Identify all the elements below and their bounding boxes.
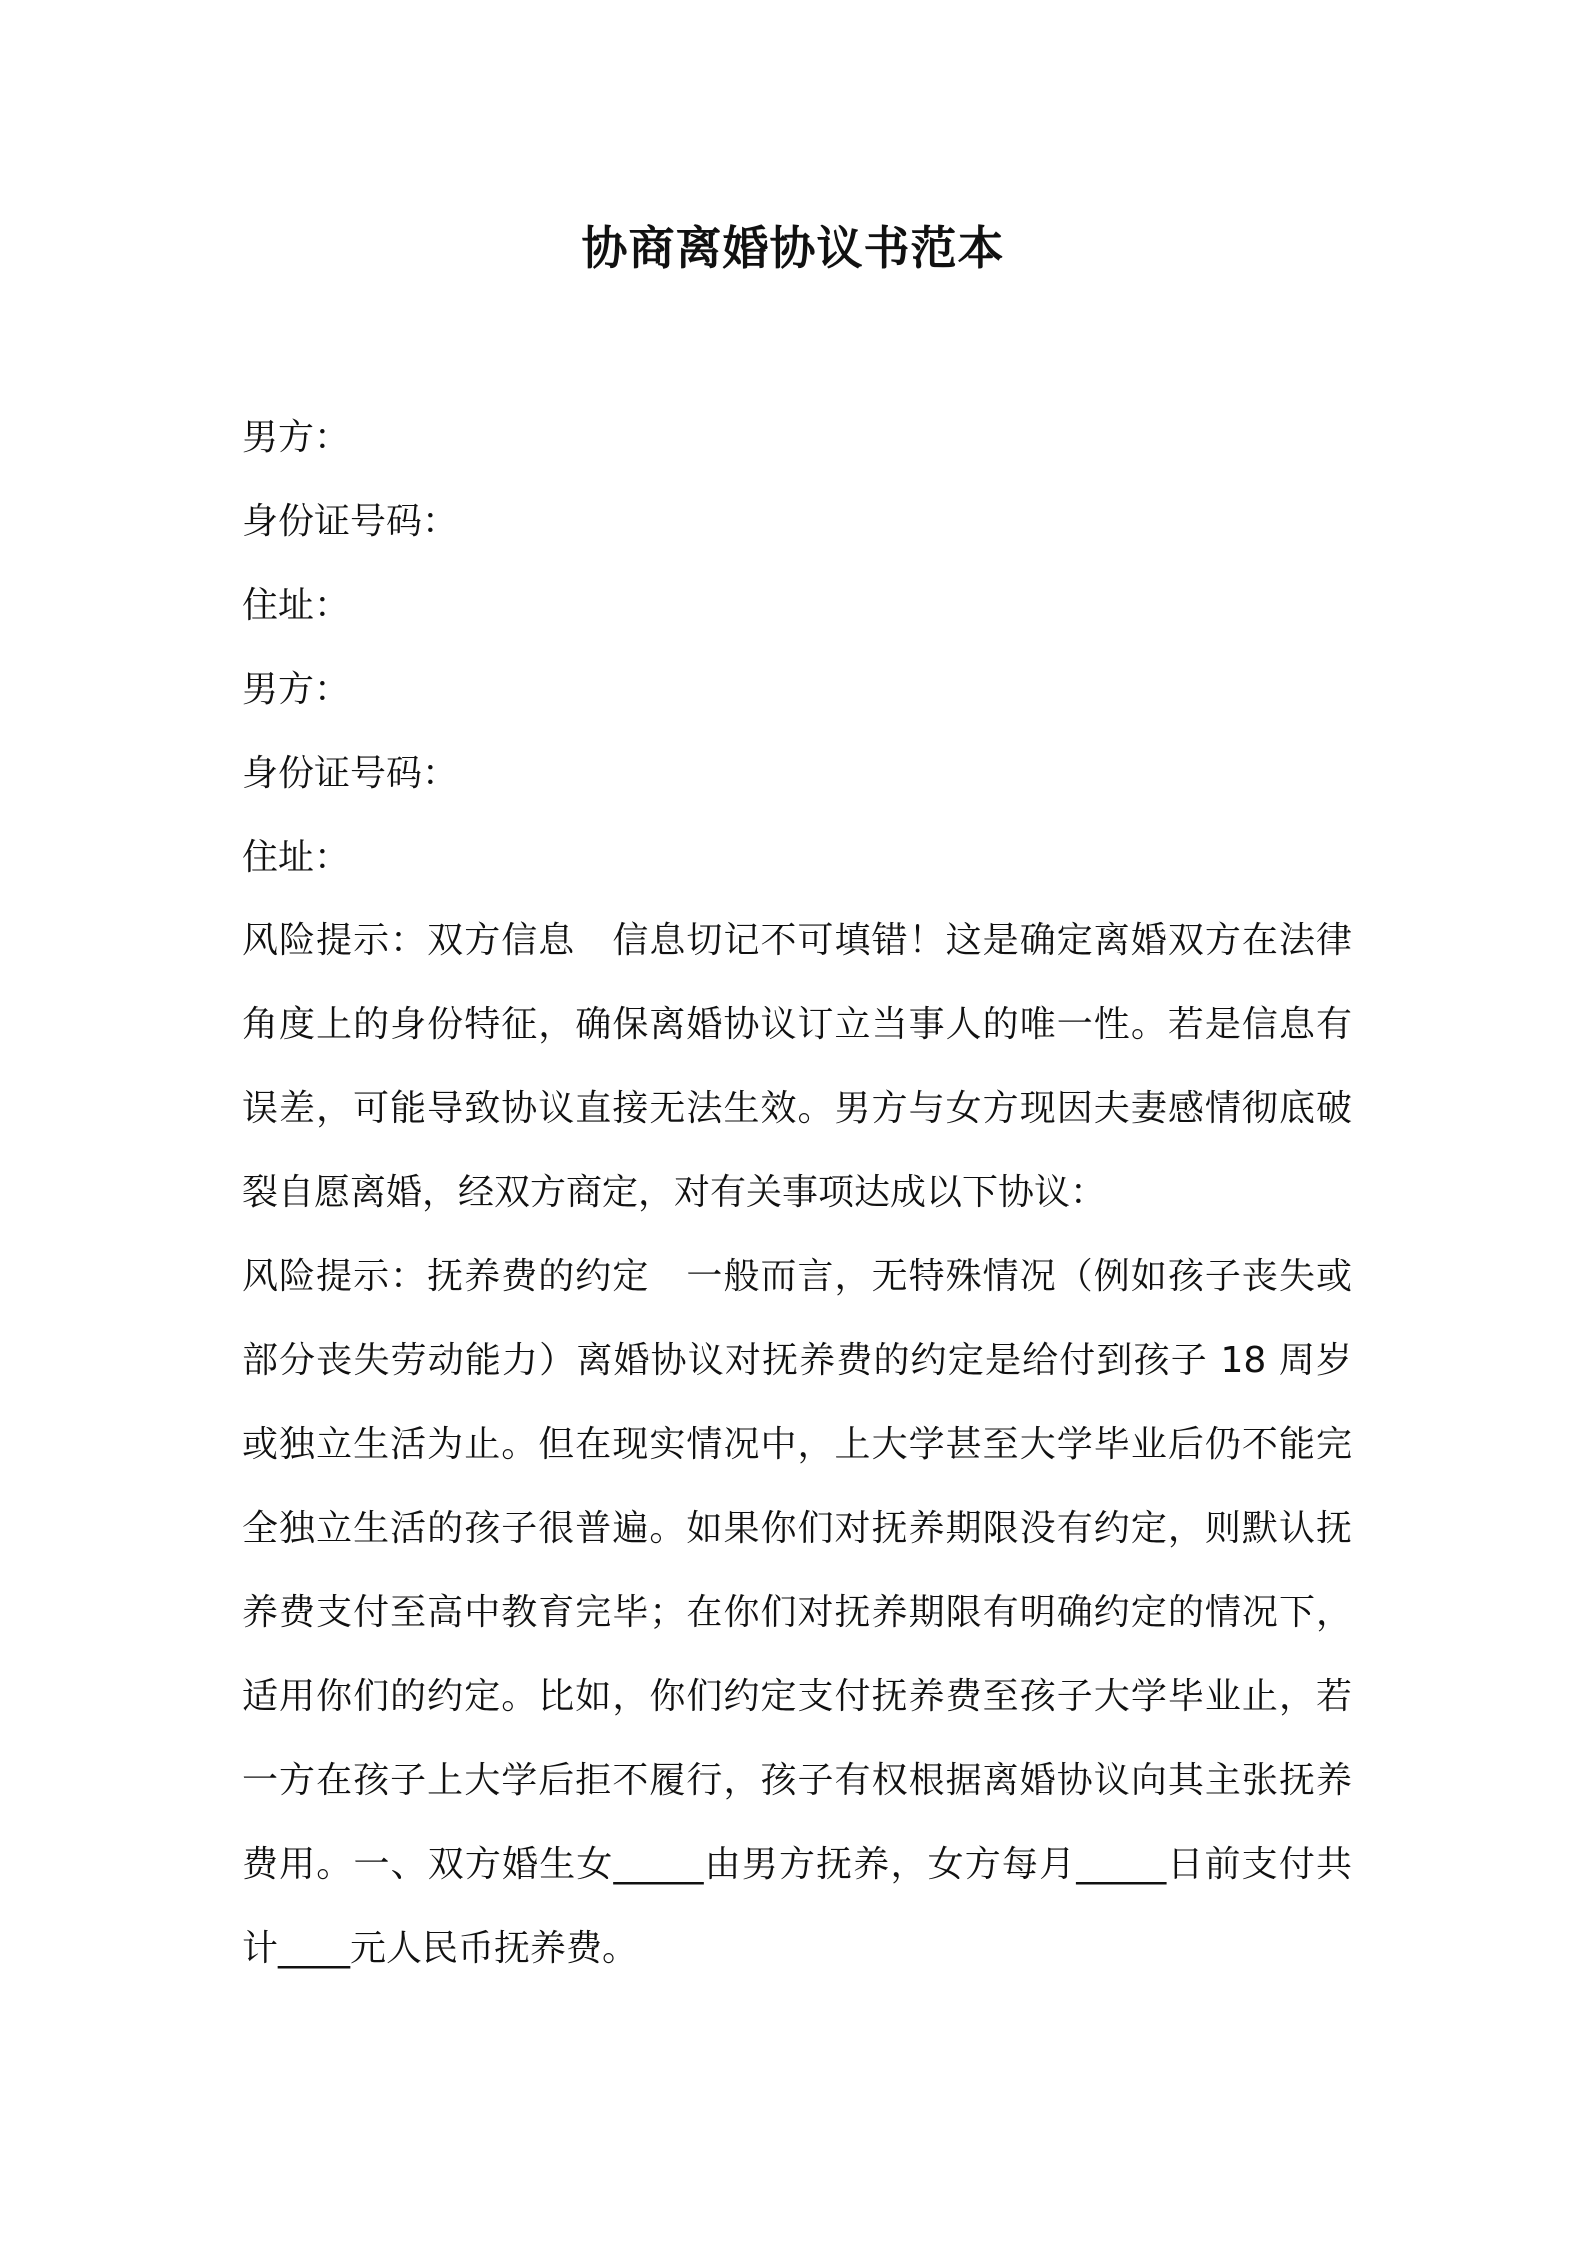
field-address-2: 住址： bbox=[242, 837, 351, 878]
field-male-name-1: 男方： bbox=[242, 417, 351, 458]
field-id-number-2: 身份证号码： bbox=[242, 753, 459, 794]
risk-note-child-support: 风险提示：抚养费的约定 一般而言，无特殊情况（例如孩子丧失或部分丧失劳动能力）离婚协议对抚养费的约定是给付到孩子 18 周岁或独立生活为止。但在现实情况中，上大学甚至大学毕业后仍不能完全独立生活的孩子很普遍。如果你们对抚养期限没有约定，则默认抚养费支付至高中教育完毕；在你们对抚养期限有明确约定的情况下，适用你们的约定。比如，你们约定支付抚养费至孩子大学毕业止，若一方在孩子上大学后拒不履行，孩子有权根据离婚协议向其主张抚养费用。一、双方婚生女_____由男方抚养，女方每月_____日前支付共计____元人民币抚养费。 bbox=[242, 1256, 1352, 1969]
risk-note-party-info: 风险提示：双方信息 信息切记不可填错！这是确定离婚双方在法律角度上的身份特征，确保离婚协议订立当事人的唯一性。若是信息有误差，可能导致协议直接无法生效。男方与女方现因夫妻感情彻底破裂自愿离婚，经双方商定，对有关事项达成以下协议： bbox=[242, 920, 1352, 1213]
document-title: 协商离婚协议书范本 bbox=[581, 221, 1005, 275]
field-id-number-1: 身份证号码： bbox=[242, 501, 459, 542]
field-address-1: 住址： bbox=[242, 585, 351, 626]
field-male-name-2: 男方： bbox=[242, 669, 351, 710]
